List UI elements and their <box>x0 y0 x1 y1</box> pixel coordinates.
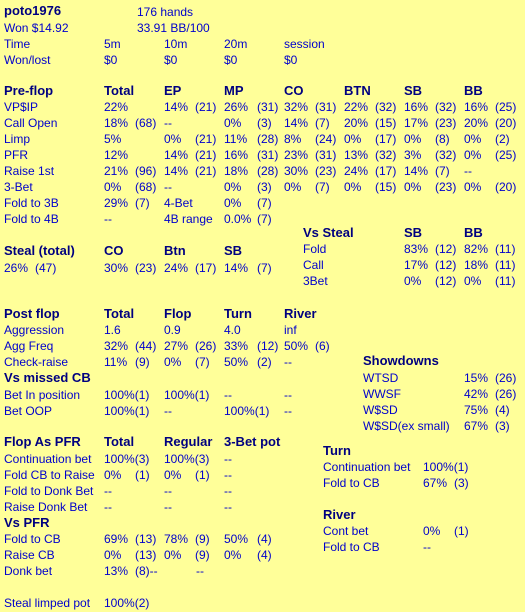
preflop-col-bb: BB <box>464 83 483 98</box>
stat-value: inf <box>284 323 297 337</box>
stat-sample: (3) <box>257 180 272 194</box>
stat-value: 67% <box>464 419 489 433</box>
stat-value: 13% <box>104 564 129 578</box>
stat-value: 100%(1) <box>224 404 270 418</box>
stat-value: 0% <box>404 180 422 194</box>
stat-value: 23% <box>284 148 309 162</box>
steal-limped-pot-label: Steal limped pot <box>4 596 91 610</box>
wtsd-label: WTSD <box>363 371 399 385</box>
stat-sample: (23) <box>435 180 457 194</box>
stat-value: 22% <box>104 100 129 114</box>
stat-sample: (23) <box>315 164 337 178</box>
stat-sample: (11) <box>495 274 516 288</box>
stat-sample: (15) <box>375 116 397 130</box>
stat-value: 22% <box>344 100 369 114</box>
stat-value: 0% <box>224 180 242 194</box>
stat-sample: (12) <box>435 258 457 272</box>
stat-value: 0% <box>164 355 182 369</box>
stat-value: -- <box>224 452 232 466</box>
stat-value: 17% <box>404 116 429 130</box>
stat-value: 50% <box>224 532 249 546</box>
stat-value: 17% <box>404 258 429 272</box>
stat-value: 0% <box>224 116 242 130</box>
stat-value: 32% <box>284 100 309 114</box>
stat-sample: (20) <box>495 116 517 130</box>
stat-value: 15% <box>464 371 489 385</box>
fold-to-3b-label: Fold to 3B <box>4 196 59 210</box>
fold-to-donk-bet-label: Fold to Donk Bet <box>4 484 94 498</box>
stat-value: 18% <box>104 116 129 130</box>
stat-sample: (26) <box>495 387 517 401</box>
time-label: Time <box>4 37 31 51</box>
stat-sample: (44) <box>135 339 157 353</box>
stat-sample: (7) <box>135 196 150 210</box>
stat-value: 14% <box>164 148 189 162</box>
stat-sample: (26) <box>495 371 517 385</box>
stat-value: 5% <box>104 132 122 146</box>
time-col-20m: 20m <box>224 37 248 51</box>
preflop-col-btn: BTN <box>344 83 371 98</box>
stat-value: 3% <box>404 148 422 162</box>
stat-value: 0% <box>464 274 482 288</box>
stat-sample: (11) <box>495 258 516 272</box>
stat-value: 1.6 <box>104 323 121 337</box>
fold-to-4b-label: Fold to 4B <box>4 212 59 226</box>
stat-sample: (28) <box>257 132 279 146</box>
stat-sample: (7) <box>257 261 272 275</box>
stat-value: -- <box>196 564 204 578</box>
stat-sample: (32) <box>375 100 397 114</box>
stat-value: 33% <box>224 339 249 353</box>
wsd-ex-small-label: W$SD(ex small) <box>363 419 450 433</box>
stat-sample: (6) <box>315 339 330 353</box>
stat-value: 18% <box>224 164 249 178</box>
stat-value: -- <box>284 355 292 369</box>
stat-value: 0% <box>164 132 182 146</box>
steal-col-sb: SB <box>224 243 243 258</box>
stat-value: 8% <box>284 132 302 146</box>
stat-value: 100%(1) <box>423 460 469 474</box>
vpip-label: VP$IP <box>4 100 39 114</box>
steal-total-title: Steal (total) <box>4 243 75 258</box>
stat-sample: (96) <box>135 164 157 178</box>
wonlost-session: $0 <box>284 53 298 67</box>
raise-donk-bet-label: Raise Donk Bet <box>4 500 88 514</box>
stat-value: 100%(1) <box>104 404 150 418</box>
preflop-col-sb: SB <box>404 83 423 98</box>
vs-missed-cb-title: Vs missed CB <box>4 370 91 385</box>
postflop-col-total: Total <box>104 306 135 321</box>
stat-value: 16% <box>464 100 489 114</box>
postflop-col-river: River <box>284 306 317 321</box>
stat-value: -- <box>224 468 232 482</box>
aggression-label: Aggression <box>4 323 65 337</box>
stat-value: 100%(3) <box>104 452 150 466</box>
wonlost-5m: $0 <box>104 53 118 67</box>
stat-value: -- <box>164 116 172 130</box>
stat-sample: (24) <box>315 132 337 146</box>
stat-sample: (7) <box>257 212 272 226</box>
pfr-label: PFR <box>4 148 28 162</box>
turn-fold-to-cb-label: Fold to CB <box>323 476 380 490</box>
stat-value: 12% <box>104 148 129 162</box>
stat-value: 18% <box>464 258 489 272</box>
stat-value: 14% <box>404 164 429 178</box>
stat-sample: (12) <box>435 274 457 288</box>
stat-value: 75% <box>464 403 489 417</box>
stat-value: 0% <box>104 548 122 562</box>
stat-sample: (32) <box>435 148 457 162</box>
stat-sample: (31) <box>257 100 279 114</box>
stat-sample: (8) <box>435 132 450 146</box>
stat-value: -- <box>104 212 112 226</box>
stat-value: 42% <box>464 387 489 401</box>
stat-sample: (12) <box>435 242 457 256</box>
stat-sample: (31) <box>257 148 279 162</box>
stat-value: 30% <box>284 164 309 178</box>
vs-pfr-title: Vs PFR <box>4 515 50 530</box>
stat-sample: (21) <box>195 148 217 162</box>
stat-sample: (9) <box>195 548 210 562</box>
stat-value: 0% <box>344 180 362 194</box>
stat-value: -- <box>224 388 232 402</box>
stat-value: 13% <box>344 148 369 162</box>
stat-value: 50% <box>284 339 309 353</box>
stat-value: 83% <box>404 242 429 256</box>
stat-sample: (1) <box>135 468 150 482</box>
stat-value: 11% <box>104 355 128 369</box>
raise-first-label: Raise 1st <box>4 164 55 178</box>
stat-value: 14% <box>164 164 189 178</box>
stat-sample: (8)-- <box>135 564 158 578</box>
stat-value: -- <box>104 484 112 498</box>
showdowns-title: Showdowns <box>363 353 439 368</box>
wonlost-20m: $0 <box>224 53 238 67</box>
stat-sample: (31) <box>315 148 337 162</box>
won-amount: Won $14.92 <box>4 21 69 35</box>
stat-sample: (17) <box>375 132 397 146</box>
steal-col-co: CO <box>104 243 124 258</box>
stat-value: 0% <box>104 468 122 482</box>
stat-sample: (25) <box>495 148 517 162</box>
stat-value: 27% <box>164 339 189 353</box>
stat-sample: (13) <box>135 548 157 562</box>
stat-value: 67% <box>423 476 448 490</box>
fold-to-cb-label: Fold to CB <box>4 532 61 546</box>
stat-sample: (12) <box>257 339 279 353</box>
stat-value: 21% <box>104 164 129 178</box>
stat-sample: (4) <box>257 548 272 562</box>
stat-value: 32% <box>104 339 129 353</box>
stat-value: 16% <box>404 100 429 114</box>
stat-value: -- <box>164 500 172 514</box>
time-col-5m: 5m <box>104 37 121 51</box>
stat-sample: (23) <box>135 261 157 275</box>
stat-value: 0% <box>164 548 182 562</box>
postflop-col-turn: Turn <box>224 306 252 321</box>
four-bet-range-label: 4B range <box>164 212 213 226</box>
stat-value: 0% <box>344 132 362 146</box>
vs-steal-3bet-label: 3Bet <box>303 274 328 288</box>
postflop-title: Post flop <box>4 306 60 321</box>
donk-bet-label: Donk bet <box>4 564 53 578</box>
stat-value: -- <box>224 484 232 498</box>
stat-sample: (7) <box>195 355 210 369</box>
stat-value: 4.0 <box>224 323 241 337</box>
stat-sample: (21) <box>195 100 217 114</box>
stat-value: 0% <box>224 548 242 562</box>
stat-value: 0% <box>284 180 302 194</box>
river-title: River <box>323 507 356 522</box>
stat-value: 14% <box>224 261 249 275</box>
stat-sample: (21) <box>195 132 217 146</box>
postflop-col-flop: Flop <box>164 306 192 321</box>
turn-title: Turn <box>323 443 351 458</box>
stat-sample: (9) <box>135 355 150 369</box>
stat-value: -- <box>164 484 172 498</box>
stat-value: 100%(1) <box>164 388 210 402</box>
stat-value: 0% <box>423 524 441 538</box>
stat-value: -- <box>164 180 172 194</box>
stat-sample: (7) <box>315 116 330 130</box>
flop-pfr-col-3bet-pot: 3-Bet pot <box>224 434 281 449</box>
stat-sample: (20) <box>495 180 517 194</box>
stat-value: 11% <box>224 132 248 146</box>
stat-sample: (4) <box>495 403 510 417</box>
stat-value: 16% <box>224 148 249 162</box>
stat-value: 24% <box>164 261 189 275</box>
stat-sample: (15) <box>375 180 397 194</box>
three-bet-label: 3-Bet <box>4 180 33 194</box>
vs-steal-col-sb: SB <box>404 225 423 240</box>
stat-value: 82% <box>464 242 489 256</box>
stat-value: 14% <box>284 116 309 130</box>
river-cont-bet-label: Cont bet <box>323 524 369 538</box>
turn-continuation-bet-label: Continuation bet <box>323 460 411 474</box>
steal-total-sample: (47) <box>35 261 57 275</box>
time-col-10m: 10m <box>164 37 188 51</box>
stat-sample: (3) <box>257 116 272 130</box>
stat-sample: (4) <box>257 532 272 546</box>
steal-limped-pot-value: 100%(2) <box>104 596 150 610</box>
stat-value: 30% <box>104 261 129 275</box>
stat-value: 14% <box>164 100 189 114</box>
four-bet-label: 4-Bet <box>164 196 193 210</box>
bet-oop-label: Bet OOP <box>4 404 53 418</box>
continuation-bet-label: Continuation bet <box>4 452 92 466</box>
flop-pfr-col-total: Total <box>104 434 135 449</box>
wonlost-10m: $0 <box>164 53 178 67</box>
stat-value: -- <box>224 500 232 514</box>
stat-value: 69% <box>104 532 129 546</box>
stat-sample: (2) <box>257 355 272 369</box>
stat-sample: (68) <box>135 180 157 194</box>
stat-sample: (31) <box>315 100 337 114</box>
stat-sample: (7) <box>435 164 450 178</box>
flop-as-pfr-title: Flop As PFR <box>4 434 81 449</box>
stat-value: -- <box>284 388 292 402</box>
river-fold-to-cb-label: Fold to CB <box>323 540 380 554</box>
vs-steal-col-bb: BB <box>464 225 483 240</box>
wsd-label: W$SD <box>363 403 398 417</box>
limp-label: Limp <box>4 132 31 146</box>
stat-value: 29% <box>104 196 129 210</box>
stat-sample: (7) <box>315 180 330 194</box>
stat-value: 26% <box>224 100 249 114</box>
stat-sample: (68) <box>135 116 157 130</box>
stat-sample: (17) <box>375 164 397 178</box>
bb-per-100: 33.91 BB/100 <box>137 21 210 35</box>
stat-value: 0% <box>404 274 422 288</box>
stat-value: -- <box>104 500 112 514</box>
stat-value: -- <box>164 404 172 418</box>
stat-sample: (1) <box>454 524 469 538</box>
stat-sample: (13) <box>135 532 157 546</box>
call-open-label: Call Open <box>4 116 58 130</box>
stat-value: 0% <box>464 132 482 146</box>
stat-value: 100%(3) <box>164 452 210 466</box>
stat-value: 0.0% <box>224 212 252 226</box>
time-col-session: session <box>284 37 325 51</box>
stat-value: 50% <box>224 355 249 369</box>
stat-sample: (2) <box>495 132 510 146</box>
wwsf-label: WWSF <box>363 387 401 401</box>
stat-sample: (1) <box>195 468 210 482</box>
stat-sample: (3) <box>454 476 469 490</box>
stat-sample: (25) <box>495 100 517 114</box>
steal-total-value: 26% <box>4 261 29 275</box>
agg-freq-label: Agg Freq <box>4 339 54 353</box>
stat-value: 0% <box>464 180 482 194</box>
stat-value: 20% <box>464 116 489 130</box>
stat-value: 20% <box>344 116 369 130</box>
steal-col-btn: Btn <box>164 243 186 258</box>
stat-value: -- <box>423 540 431 554</box>
raise-cb-label: Raise CB <box>4 548 55 562</box>
wonlost-label: Won/lost <box>4 53 51 67</box>
stat-sample: (17) <box>195 261 217 275</box>
vs-steal-title: Vs Steal <box>303 225 354 240</box>
stat-value: 0% <box>104 180 122 194</box>
preflop-col-ep: EP <box>164 83 182 98</box>
stat-sample: (28) <box>257 164 279 178</box>
stat-sample: (9) <box>195 532 210 546</box>
stat-sample: (3) <box>495 419 510 433</box>
stat-value: 0% <box>224 196 242 210</box>
stat-value: 78% <box>164 532 189 546</box>
stat-sample: (32) <box>435 100 457 114</box>
fold-cb-to-raise-label: Fold CB to Raise <box>4 468 95 482</box>
stat-value: -- <box>284 404 292 418</box>
vs-steal-fold-label: Fold <box>303 242 327 256</box>
stat-sample: (21) <box>195 164 217 178</box>
stat-value: 24% <box>344 164 369 178</box>
stat-value: 0.9 <box>164 323 181 337</box>
stat-sample: (11) <box>495 242 516 256</box>
stat-value: -- <box>464 164 472 178</box>
stat-sample: (32) <box>375 148 397 162</box>
vs-steal-call-label: Call <box>303 258 324 272</box>
stat-sample: (23) <box>435 116 457 130</box>
preflop-col-mp: MP <box>224 83 244 98</box>
bet-in-position-label: Bet In position <box>4 388 81 402</box>
stat-value: 0% <box>164 468 182 482</box>
check-raise-label: Check-raise <box>4 355 69 369</box>
preflop-title: Pre-flop <box>4 83 54 98</box>
preflop-col-co: CO <box>284 83 304 98</box>
flop-pfr-col-regular: Regular <box>164 434 213 449</box>
stat-sample: (7) <box>257 196 272 210</box>
hands-count: 176 hands <box>137 5 194 19</box>
stat-value: 100%(1) <box>104 388 150 402</box>
stat-value: 0% <box>404 132 422 146</box>
stat-sample: (26) <box>195 339 217 353</box>
stat-value: 0% <box>464 148 482 162</box>
preflop-col-total: Total <box>104 83 135 98</box>
player-name: poto1976 <box>4 3 62 18</box>
